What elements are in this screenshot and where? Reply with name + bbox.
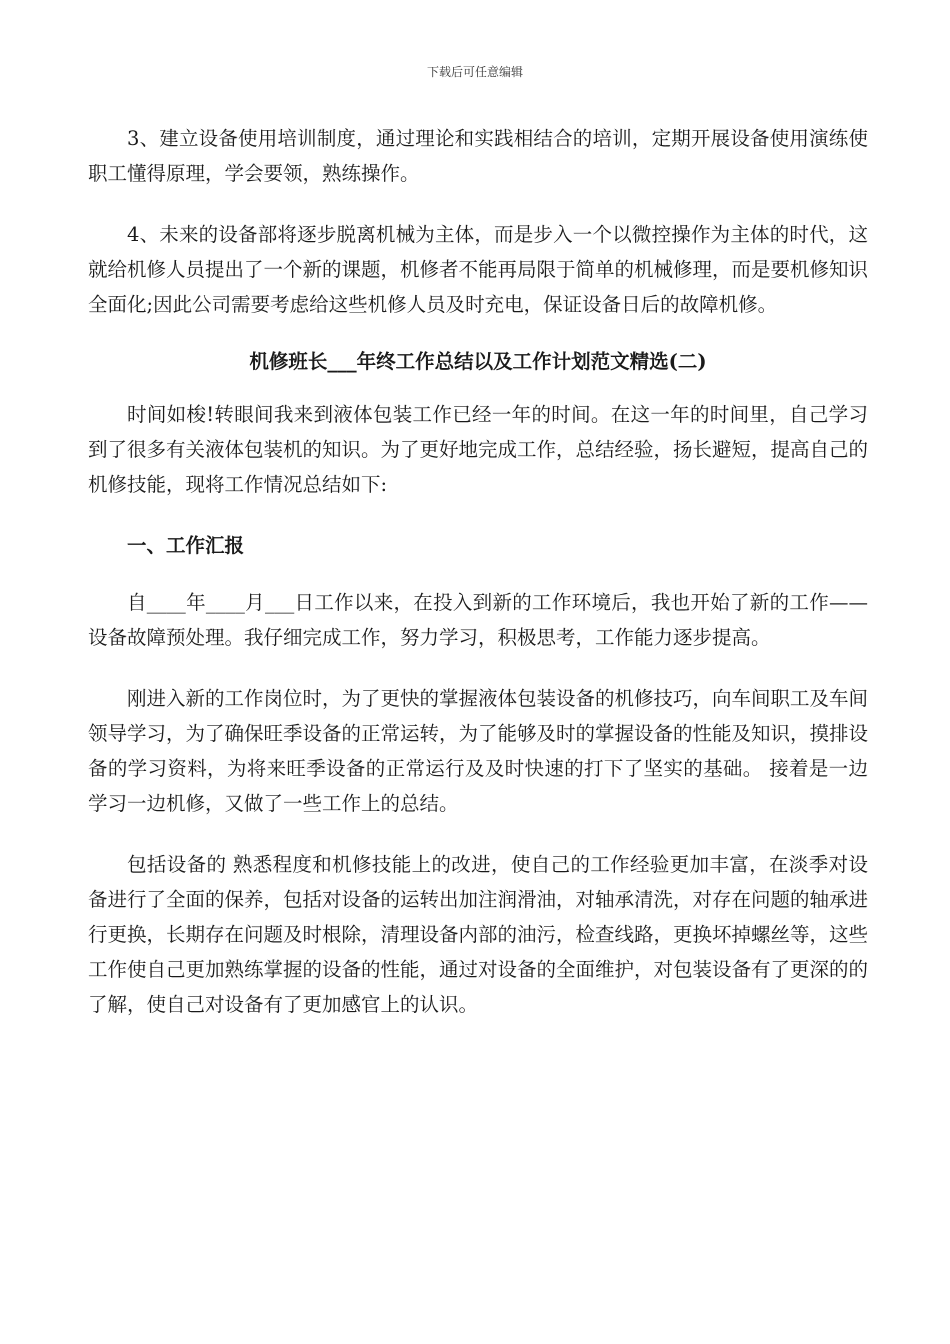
page-header-caption: 下载后可任意编辑 <box>426 65 523 79</box>
paragraph-intro: 时间如梭!转眼间我来到液体包装工作已经一年的时间。在这一年的时间里，自己学习到了很多有关液体包装机的知识。为了更好地完成工作，总结经验，扬长避短，提高自己的机修技能，现将工作情况总结如下: <box>88 403 869 496</box>
paragraph-item-3: 3、建立设备使用培训制度，通过理论和实践相结合的培训，定期开展设备使用演练使职工懂得原理，学会要领，熟练操作。 <box>88 127 868 185</box>
document-body <box>88 121 868 1048</box>
section-title: 机修班长___年终工作总结以及工作计划范文精选(二) <box>249 350 707 373</box>
paragraph-maintenance: 包括设备的 熟悉程度和机修技能上的改进，使自己的工作经验更加丰富，在淡季对设备进行了全面的保养，包括对设备的运转出加注润滑油，对轴承清洗，对存在问题的轴承进行更换，长期存在问题及时根除，清理设备内部的油污，检查线路，更换坏掉螺丝等，这些工作使自己更加熟练掌握的设备的性能，通过对设备的全面维护，对包装设备有了更深的的了解，使自己对设备有了更加感官上的认识。 <box>88 853 869 1016</box>
paragraph-start-work: 自____年____月___日工作以来，在投入到新的工作环境后，我也开始了新的工作——设备故障预处理。我仔细完成工作，努力学习，积极思考，工作能力逐步提高。 <box>88 591 868 649</box>
paragraph-item-4: 4、未来的设备部将逐步脱离机械为主体，而是步入一个以微控操作为主体的时代，这就给机修人员提出了一个新的课题，机修者不能再局限于简单的机械修理，而是要机修知识全面化;因此公司需要考虑给这些机修人员及时充电，保证设备日后的故障机修。 <box>88 223 869 316</box>
paragraph-new-position: 刚进入新的工作岗位时，为了更快的掌握液体包装设备的机修技巧，向车间职工及车间领导学习，为了确保旺季设备的正常运转，为了能够及时的掌握设备的性能及知识，摸排设备的学习资料，为将来旺季设备的正常运行及及时快速的打下了坚实的基础。 接着是一边学习一边机修，又做了一些工作上的总结。 <box>88 687 869 815</box>
heading-work-report: 一、工作汇报 <box>127 534 245 557</box>
